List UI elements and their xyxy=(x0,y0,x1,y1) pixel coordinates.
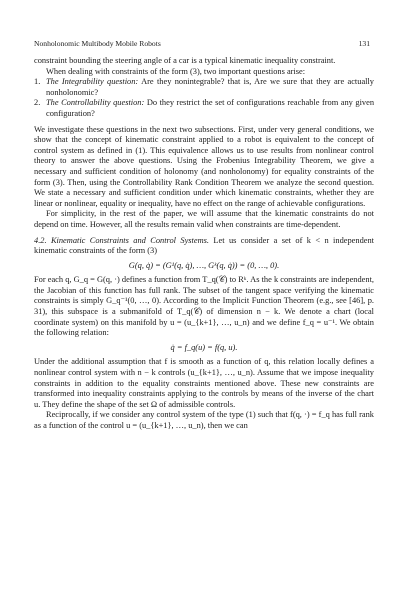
equation: q̇ = f_q(u) = f(q, u). xyxy=(170,342,238,352)
running-header xyxy=(34,39,370,51)
question-list xyxy=(34,77,374,119)
list-item-title: The Integrability question: xyxy=(46,77,139,87)
paragraph: For simplicity, in the rest of the paper, we will assume that the kinematic constraints do not depend on time. However, all the results remain valid when constraints are time-dependent. xyxy=(34,209,374,229)
paragraph: Reciprocally, if we consider any control system of the type (1) such that f(q, ·) = f_q has full rank as a function of the control u = (u_{k+1}, …, u_n), then we can xyxy=(34,410,374,430)
list-item-text: Do they restrict the set of configurations reachable from any given configuration? xyxy=(46,98,375,118)
paragraph: When dealing with constraints of the form (3), two important questions arise: xyxy=(46,66,306,76)
paragraph: constraint bounding the steering angle of a car is a typical kinematic inequality constraint. xyxy=(34,56,336,65)
running-title: Nonholonomic Multibody Mobile Robots xyxy=(34,39,161,48)
list-item-title: The Controllability question: xyxy=(46,98,145,108)
section-paragraph xyxy=(34,236,374,257)
list-item xyxy=(34,98,374,119)
list-number: 2. xyxy=(34,98,41,108)
list-item-text: Are they nonintegrable? that is, Are we sure that they are actually nonholonomic? xyxy=(46,77,374,97)
section-heading: 4.2. Kinematic Constraints and Control Systems. xyxy=(34,235,209,245)
paragraph: We investigate these questions in the next two subsections. First, under very general conditions, we show that the concept of kinematic constraint applied to a robot is equivalent to the concept of control system as defined in (1). This equivalence allows us to use results from nonlinear control theory to answer the above questions. Using the Frobenius Integrability Theorem, we give a necessary and sufficient condition of holonomy (and nonholonomy) for equality constraints of the form (3). Then, using the Controllability Rank Condition Theorem we analyze the second question. We state a necessary and sufficient condition under which kinematic constraints, whether they are linear or nonlinear, equality or inequality, have no effect on the range of achievable configurations. xyxy=(34,124,374,208)
paragraph: For each q, G_q = G(q, ·) defines a function from T_q(𝒞) to Rᵏ. As the k constraints are independent, the Jacobian of this function has full rank. The subset of the tangent space verifying the kinematic constraints is simply G_q⁻¹(0, …, 0). According to the Implicit Function Theorem (e.g., see [46], p. 31), this subspace is a submanifold of T_q(𝒞) of dimension n − k. We denote a chart (local coordinate system) on this manifold by u = (u_{k+1}, …, u_n) and we define f_q = u⁻¹. We obtain the following relation: xyxy=(34,275,374,338)
page-number: 131 xyxy=(358,39,370,48)
section-text: Let us consider a set of k < n independent kinematic constraints of the form (3) xyxy=(34,235,374,256)
list-item xyxy=(34,77,374,98)
paragraph: Under the additional assumption that f is smooth as a function of q, this relation locally defines a nonlinear control system with n − k controls (u_{k+1}, …, u_n). Assume that we impose inequality constraints in addition to the equality constraints mentioned above. These new constraints are transformed into inequality constraints applying to the controls by means of the inverse of the chart u. They define the shape of the set Ω of admissible controls. xyxy=(34,357,374,409)
list-number: 1. xyxy=(34,77,41,87)
equation: G(q, q̇) = (G¹(q, q̇), …, Gᵏ(q, q̇)) = (0, …, 0). xyxy=(128,260,280,270)
page-body xyxy=(34,56,374,432)
